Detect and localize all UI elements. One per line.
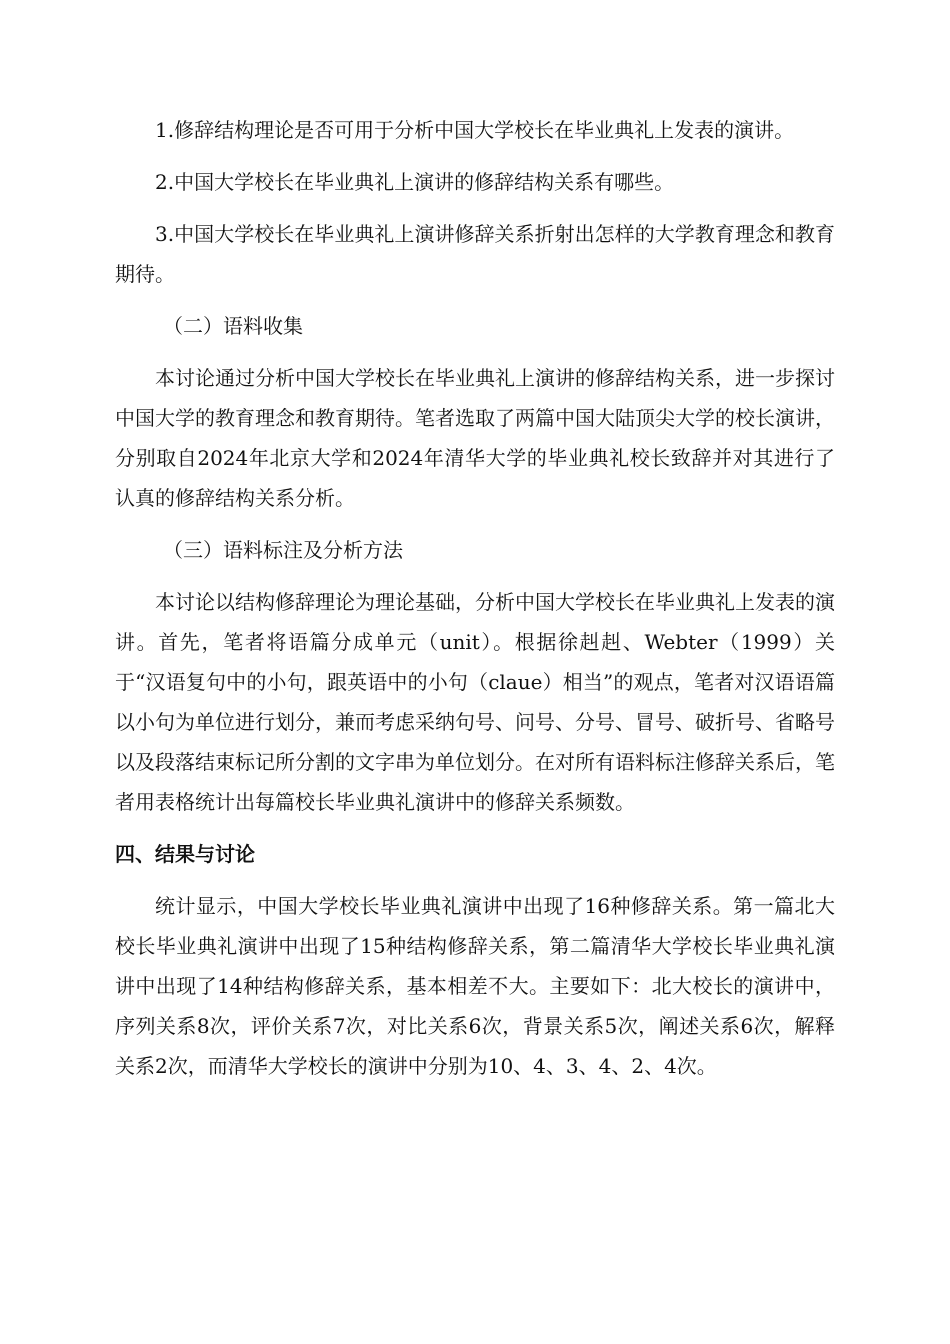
section-heading-results: 四、结果与讨论: [115, 842, 255, 866]
subsection-heading-method: （三）语料标注及分析方法: [163, 538, 403, 562]
research-question-3: 3.中国大学校长在毕业典礼上演讲修辞关系折射出怎样的大学教育理念和教育期待。: [115, 222, 835, 286]
research-question-2: 2.中国大学校长在毕业典礼上演讲的修辞结构关系有哪些。: [155, 170, 675, 194]
method-paragraph: 本讨论以结构修辞理论为理论基础，分析中国大学校长在毕业典礼上发表的演讲。首先，笔者将语篇分成单元（unit）。根据徐赳赳、Webter（1999）关于“汉语复句中的小句，跟英语中的小句（claue）相当”的观点，笔者对汉语语篇以小句为单位进行划分，兼而考虑采纳句号、问号、分号、冒号、破折号、省略号以及段落结束标记所分割的文字串为单位划分。在对所有语料标注修辞关系后，笔者用表格统计出每篇校长毕业典礼演讲中的修辞关系频数。: [115, 590, 835, 814]
corpus-paragraph: 本讨论通过分析中国大学校长在毕业典礼上演讲的修辞结构关系，进一步探讨中国大学的教育理念和教育期待。笔者选取了两篇中国大陆顶尖大学的校长演讲，分别取自2024年北京大学和2024年清华大学的毕业典礼校长致辞并对其进行了认真的修辞结构关系分析。: [115, 366, 835, 510]
document-page: [115, 110, 835, 1086]
research-question-1: 1.修辞结构理论是否可用于分析中国大学校长在毕业典礼上发表的演讲。: [155, 118, 795, 142]
subsection-heading-corpus: （二）语料收集: [163, 314, 303, 338]
results-paragraph: 统计显示，中国大学校长毕业典礼演讲中出现了16种修辞关系。第一篇北大校长毕业典礼演讲中出现了15种结构修辞关系，第二篇清华大学校长毕业典礼演讲中出现了14种结构修辞关系，基本相差不大。主要如下：北大校长的演讲中，序列关系8次，评价关系7次，对比关系6次，背景关系5次，阐述关系6次，解释关系2次，而清华大学校长的演讲中分别为10、4、3、4、2、4次。: [115, 894, 835, 1078]
